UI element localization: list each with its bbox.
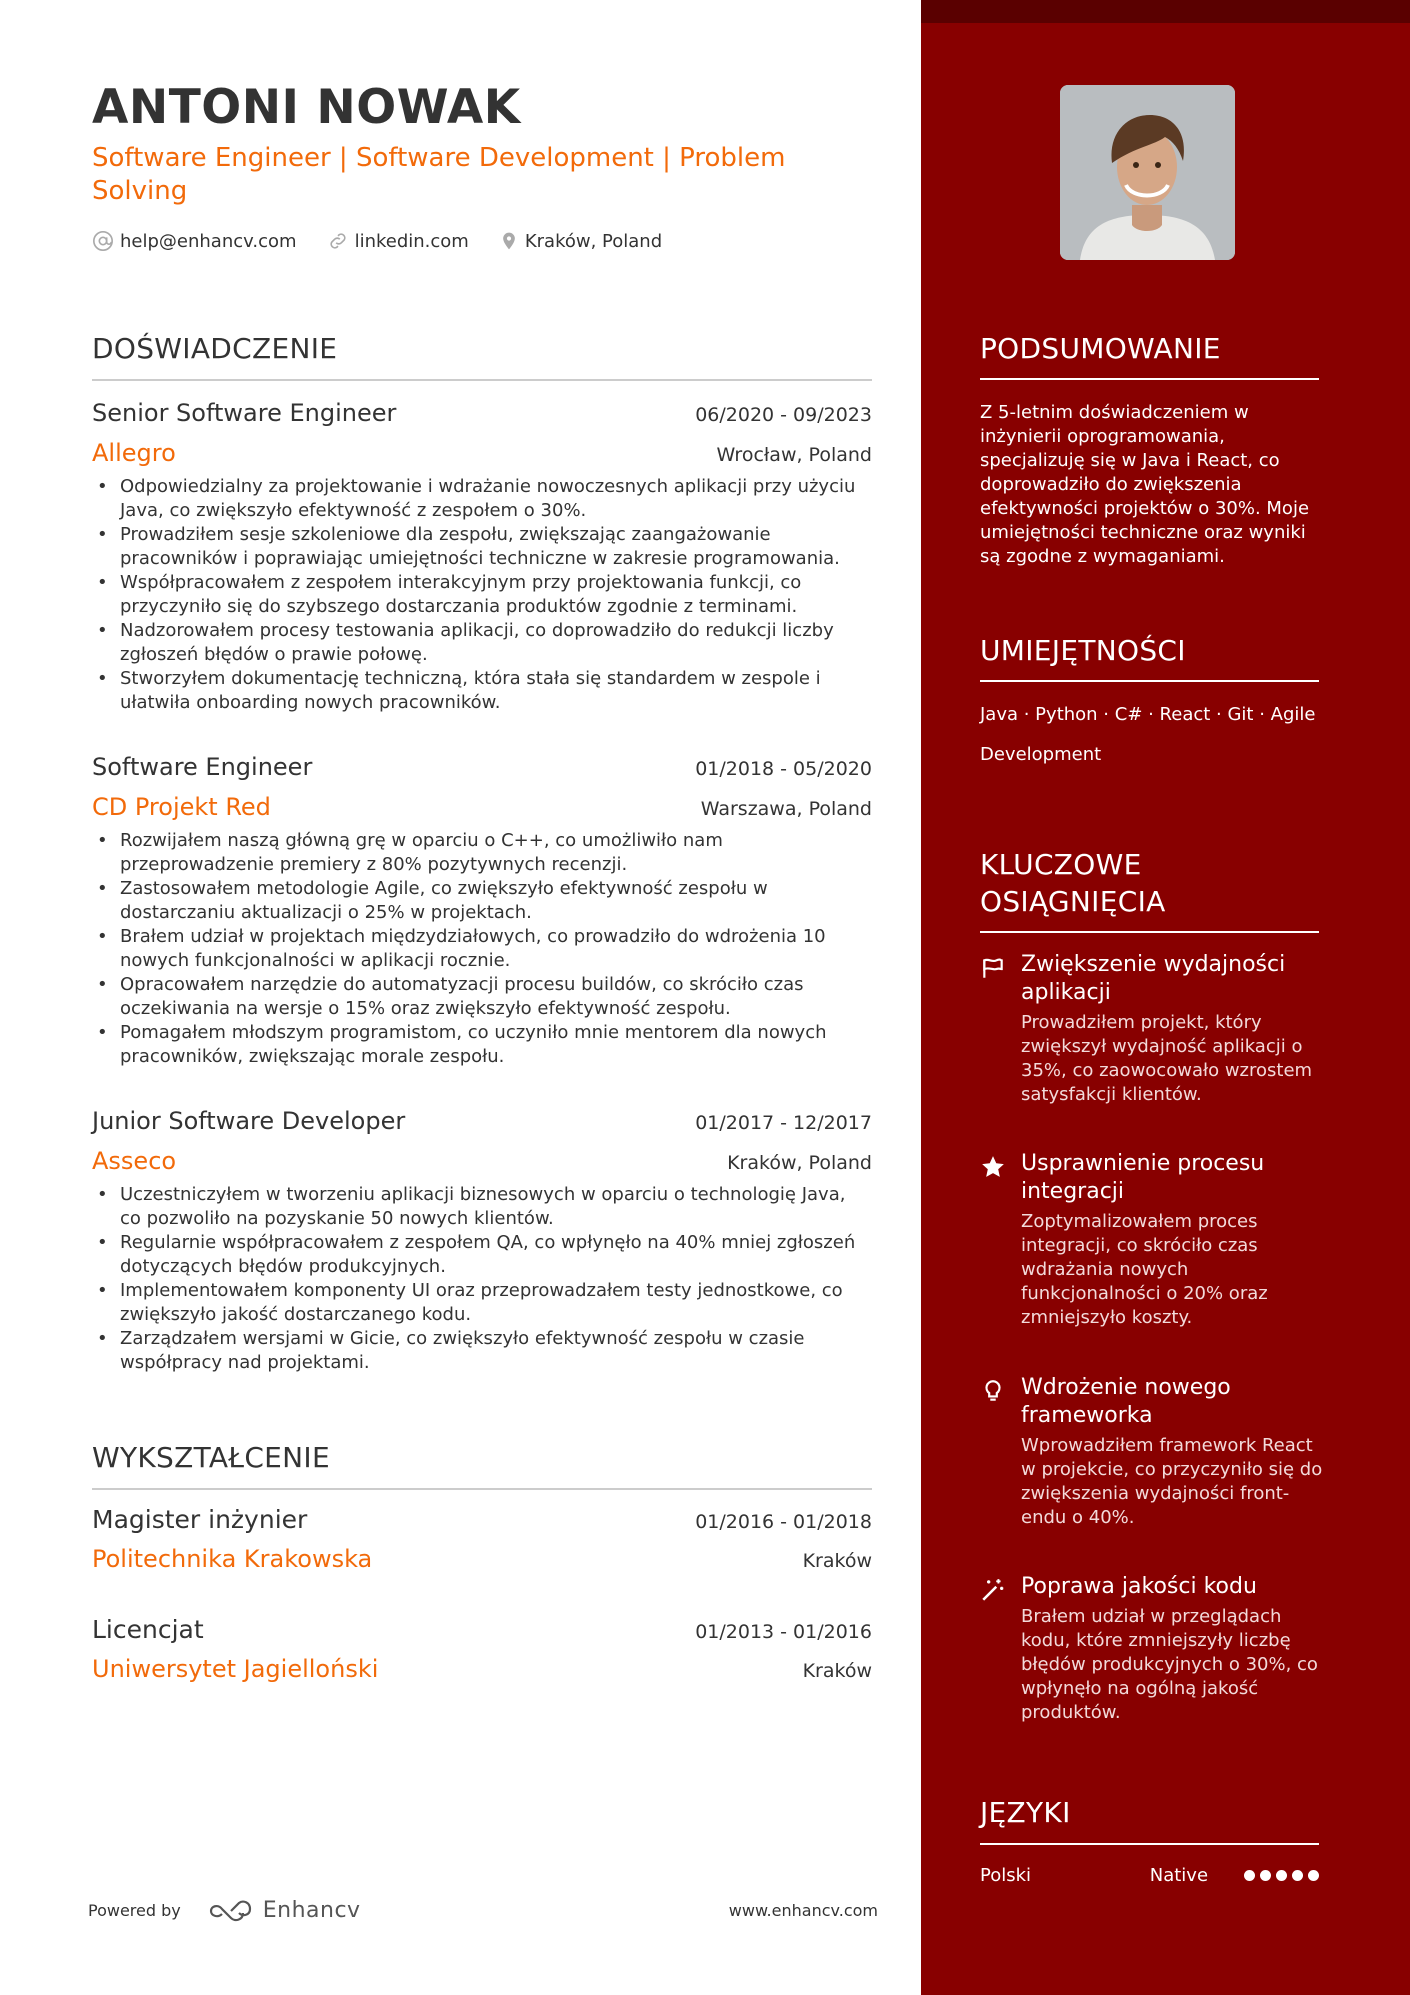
job-title: Senior Software Engineer [92,399,397,427]
link-icon [327,230,349,252]
achievement-desc: Brałem udział w przeglądach kodu, które zmniejszyły liczbę błędów produkcyjnych o 30%, co wpłynęło na ogólną jakość produktów. [1021,1606,1318,1723]
languages-divider [980,1843,1319,1845]
language-level: Native [1149,1865,1209,1886]
footer [88,1898,878,1923]
job-company: CD Projekt Red [92,793,271,821]
achievement-desc: Prowadziłem projekt, który zwiększył wydajność aplikacji o 35%, co zaowocowało wzrostem satysfakcji klientów. [1021,1012,1313,1105]
education-school: Politechnika Krakowska [92,1545,373,1573]
achievements-section-title: KLUCZOWE OSIĄGNIĘCIA [980,848,1166,918]
skills-list: Java · Python · C# · React · Git · Agile Development [980,704,1316,765]
job-bullets [92,1183,872,1375]
language-proficiency-dots [1239,1870,1319,1881]
job-entry [92,399,872,715]
achievement-desc: Zoptymalizowałem proces integracji, co skróciło czas wdrażania nowych funkcjonalności o 20% oraz zmniejszyło koszty. [1021,1211,1268,1328]
education-entry [92,1615,872,1683]
website-link[interactable]: www.enhancv.com [728,1901,878,1920]
achievement-title: Wdrożenie nowego frameworka [1021,1375,1231,1428]
education-section-title: WYKSZTAŁCENIE [92,1441,330,1474]
summary-text: Z 5-letnim doświadczeniem w inżynierii oprogramowania, specjalizuję się w Java i React, co doprowadziło do zwiększenia efektywności projektów o 30%. Moje umiejętności techniczne oraz wyniki są zgodne z wymaganiami. [980,402,1310,567]
job-entry [92,753,872,1069]
skills-divider [980,680,1319,682]
job-bullet: • Rozwijałem naszą główną grę w oparciu o C++, co umożliwiło nam przeprowadzenie premiery z 80% pozytywnych recenzji. [92,829,872,877]
contact-linkedin-text: linkedin.com [354,230,469,252]
magic-wand-icon [980,1577,1006,1603]
at-icon [92,230,114,252]
job-bullet: • Odpowiedzialny za projektowanie i wdrażanie nowoczesnych aplikacji przy użyciu Java, co zwiększyło efektywność z zespołem o 30%. [92,475,872,523]
job-bullets [92,475,872,715]
headline: Software Engineer | Software Development | Problem Solving [92,143,786,206]
contact-bar [92,230,692,252]
job-bullet: • Brałem udział w projektach międzydziałowych, co prowadziło do wdrożenia 10 nowych funkcjonalności w aplikacji rocznie. [92,925,872,973]
contact-linkedin[interactable] [327,230,469,252]
achievements-divider [980,931,1319,933]
education-degree: Magister inżynier [92,1505,308,1534]
job-location: Warszawa, Poland [700,798,872,820]
skills-section-title: UMIEJĘTNOŚCI [980,634,1186,667]
brand-name: Enhancv [262,1898,361,1923]
job-bullet: • Opracowałem narzędzie do automatyzacji procesu buildów, co skróciło czas oczekiwania na wersje o 15% oraz zwiększyło efektywność zespołu. [92,973,872,1021]
job-bullets [92,829,872,1069]
language-name: Polski [980,1865,1032,1886]
achievement-title: Zwiększenie wydajności aplikacji [1021,952,1286,1005]
education-degree: Licencjat [92,1615,204,1644]
summary-divider [980,378,1319,380]
proficiency-dot [1292,1870,1303,1881]
contact-location [499,230,662,252]
job-bullet: • Współpracowałem z zespołem interakcyjnym przy projektowania funkcji, co przyczyniło się do szybszego dostarczania produktów zgodnie z terminami. [92,571,872,619]
job-title: Junior Software Developer [92,1107,406,1135]
contact-location-text: Kraków, Poland [524,230,663,252]
proficiency-dot [1260,1870,1271,1881]
education-dates: 01/2016 - 01/2018 [695,1511,872,1533]
powered-by-label: Powered by [88,1901,181,1920]
job-bullet: • Zastosowałem metodologie Agile, co zwiększyło efektywność zespołu w dostarczaniu aktualizacji o 25% w projektach. [92,877,872,925]
education-dates: 01/2013 - 01/2016 [695,1621,872,1643]
lightbulb-icon [980,1378,1006,1404]
job-bullet: • Uczestniczyłem w tworzeniu aplikacji biznesowych w oparciu o technologię Java, co pozwoliło na pozyskanie 50 nowych klientów. [92,1183,872,1231]
achievement-desc: Wprowadziłem framework React w projekcie, co przyczyniło się do zwiększenia wydajności front-endu o 40%. [1021,1435,1323,1528]
profile-photo [1060,85,1235,260]
education-entry [92,1505,872,1573]
flag-icon [980,955,1006,981]
achievement-item [980,1374,1325,1530]
job-bullet: • Pomagałem młodszym programistom, co uczyniło mnie mentorem dla nowych pracowników, zwiększając morale zespołu. [92,1021,872,1069]
powered-by [88,1898,361,1923]
achievement-item [980,1150,1325,1330]
job-dates: 06/2020 - 09/2023 [695,404,872,426]
language-item [980,1865,1319,1886]
achievement-title: Poprawa jakości kodu [1021,1574,1257,1599]
education-divider [92,1488,872,1490]
education-location: Kraków [802,1550,872,1572]
proficiency-dot [1276,1870,1287,1881]
job-location: Kraków, Poland [727,1152,872,1174]
achievement-item [980,1573,1325,1725]
contact-email-text: help@enhancv.com [120,230,297,252]
experience-divider [92,379,872,381]
avatar-portrait-icon [1060,85,1235,260]
job-bullet: • Nadzorowałem procesy testowania aplikacji, co doprowadziło do redukcji liczby zgłoszeń błędów o prawie połowę. [92,619,872,667]
proficiency-dot [1308,1870,1319,1881]
star-icon [980,1154,1006,1180]
job-bullet: • Zarządzałem wersjami w Gicie, co zwiększyło efektywność zespołu w czasie współpracy nad projektami. [92,1327,872,1375]
proficiency-dot [1244,1870,1255,1881]
experience-section-title: DOŚWIADCZENIE [92,332,338,365]
job-dates: 01/2018 - 05/2020 [695,758,872,780]
languages-section-title: JĘZYKI [980,1796,1071,1829]
candidate-name: ANTONI NOWAK [92,80,521,135]
job-bullet: • Regularnie współpracowałem z zespołem QA, co wpłynęło na 40% mniej zgłoszeń dotyczących błędów produkcyjnych. [92,1231,872,1279]
contact-email[interactable] [92,230,297,252]
brand-logo[interactable] [207,1898,361,1923]
achievement-item [980,951,1325,1107]
job-title: Software Engineer [92,753,313,781]
job-dates: 01/2017 - 12/2017 [695,1112,872,1134]
job-bullet: • Prowadziłem sesje szkoleniowe dla zespołu, zwiększając zaangażowanie pracowników i poprawiając umiejętności techniczne w zakresie programowania. [92,523,872,571]
job-bullet: • Implementowałem komponenty UI oraz przeprowadzałem testy jednostkowe, co zwiększyło jakość dostarczanego kodu. [92,1279,872,1327]
enhancv-logo-icon [207,1899,255,1923]
sidebar-top-bar [921,0,1410,23]
sidebar [921,0,1410,1995]
education-school: Uniwersytet Jagielloński [92,1655,379,1683]
education-location: Kraków [802,1660,872,1682]
job-location: Wrocław, Poland [716,444,872,466]
job-entry [92,1107,872,1375]
summary-section-title: PODSUMOWANIE [980,332,1221,365]
job-company: Allegro [92,439,176,467]
achievement-title: Usprawnienie procesu integracji [1021,1151,1265,1204]
job-company: Asseco [92,1147,177,1175]
location-pin-icon [499,230,519,252]
job-bullet: • Stworzyłem dokumentację techniczną, która stała się standardem w zespole i ułatwiła onboarding nowych pracowników. [92,667,872,715]
